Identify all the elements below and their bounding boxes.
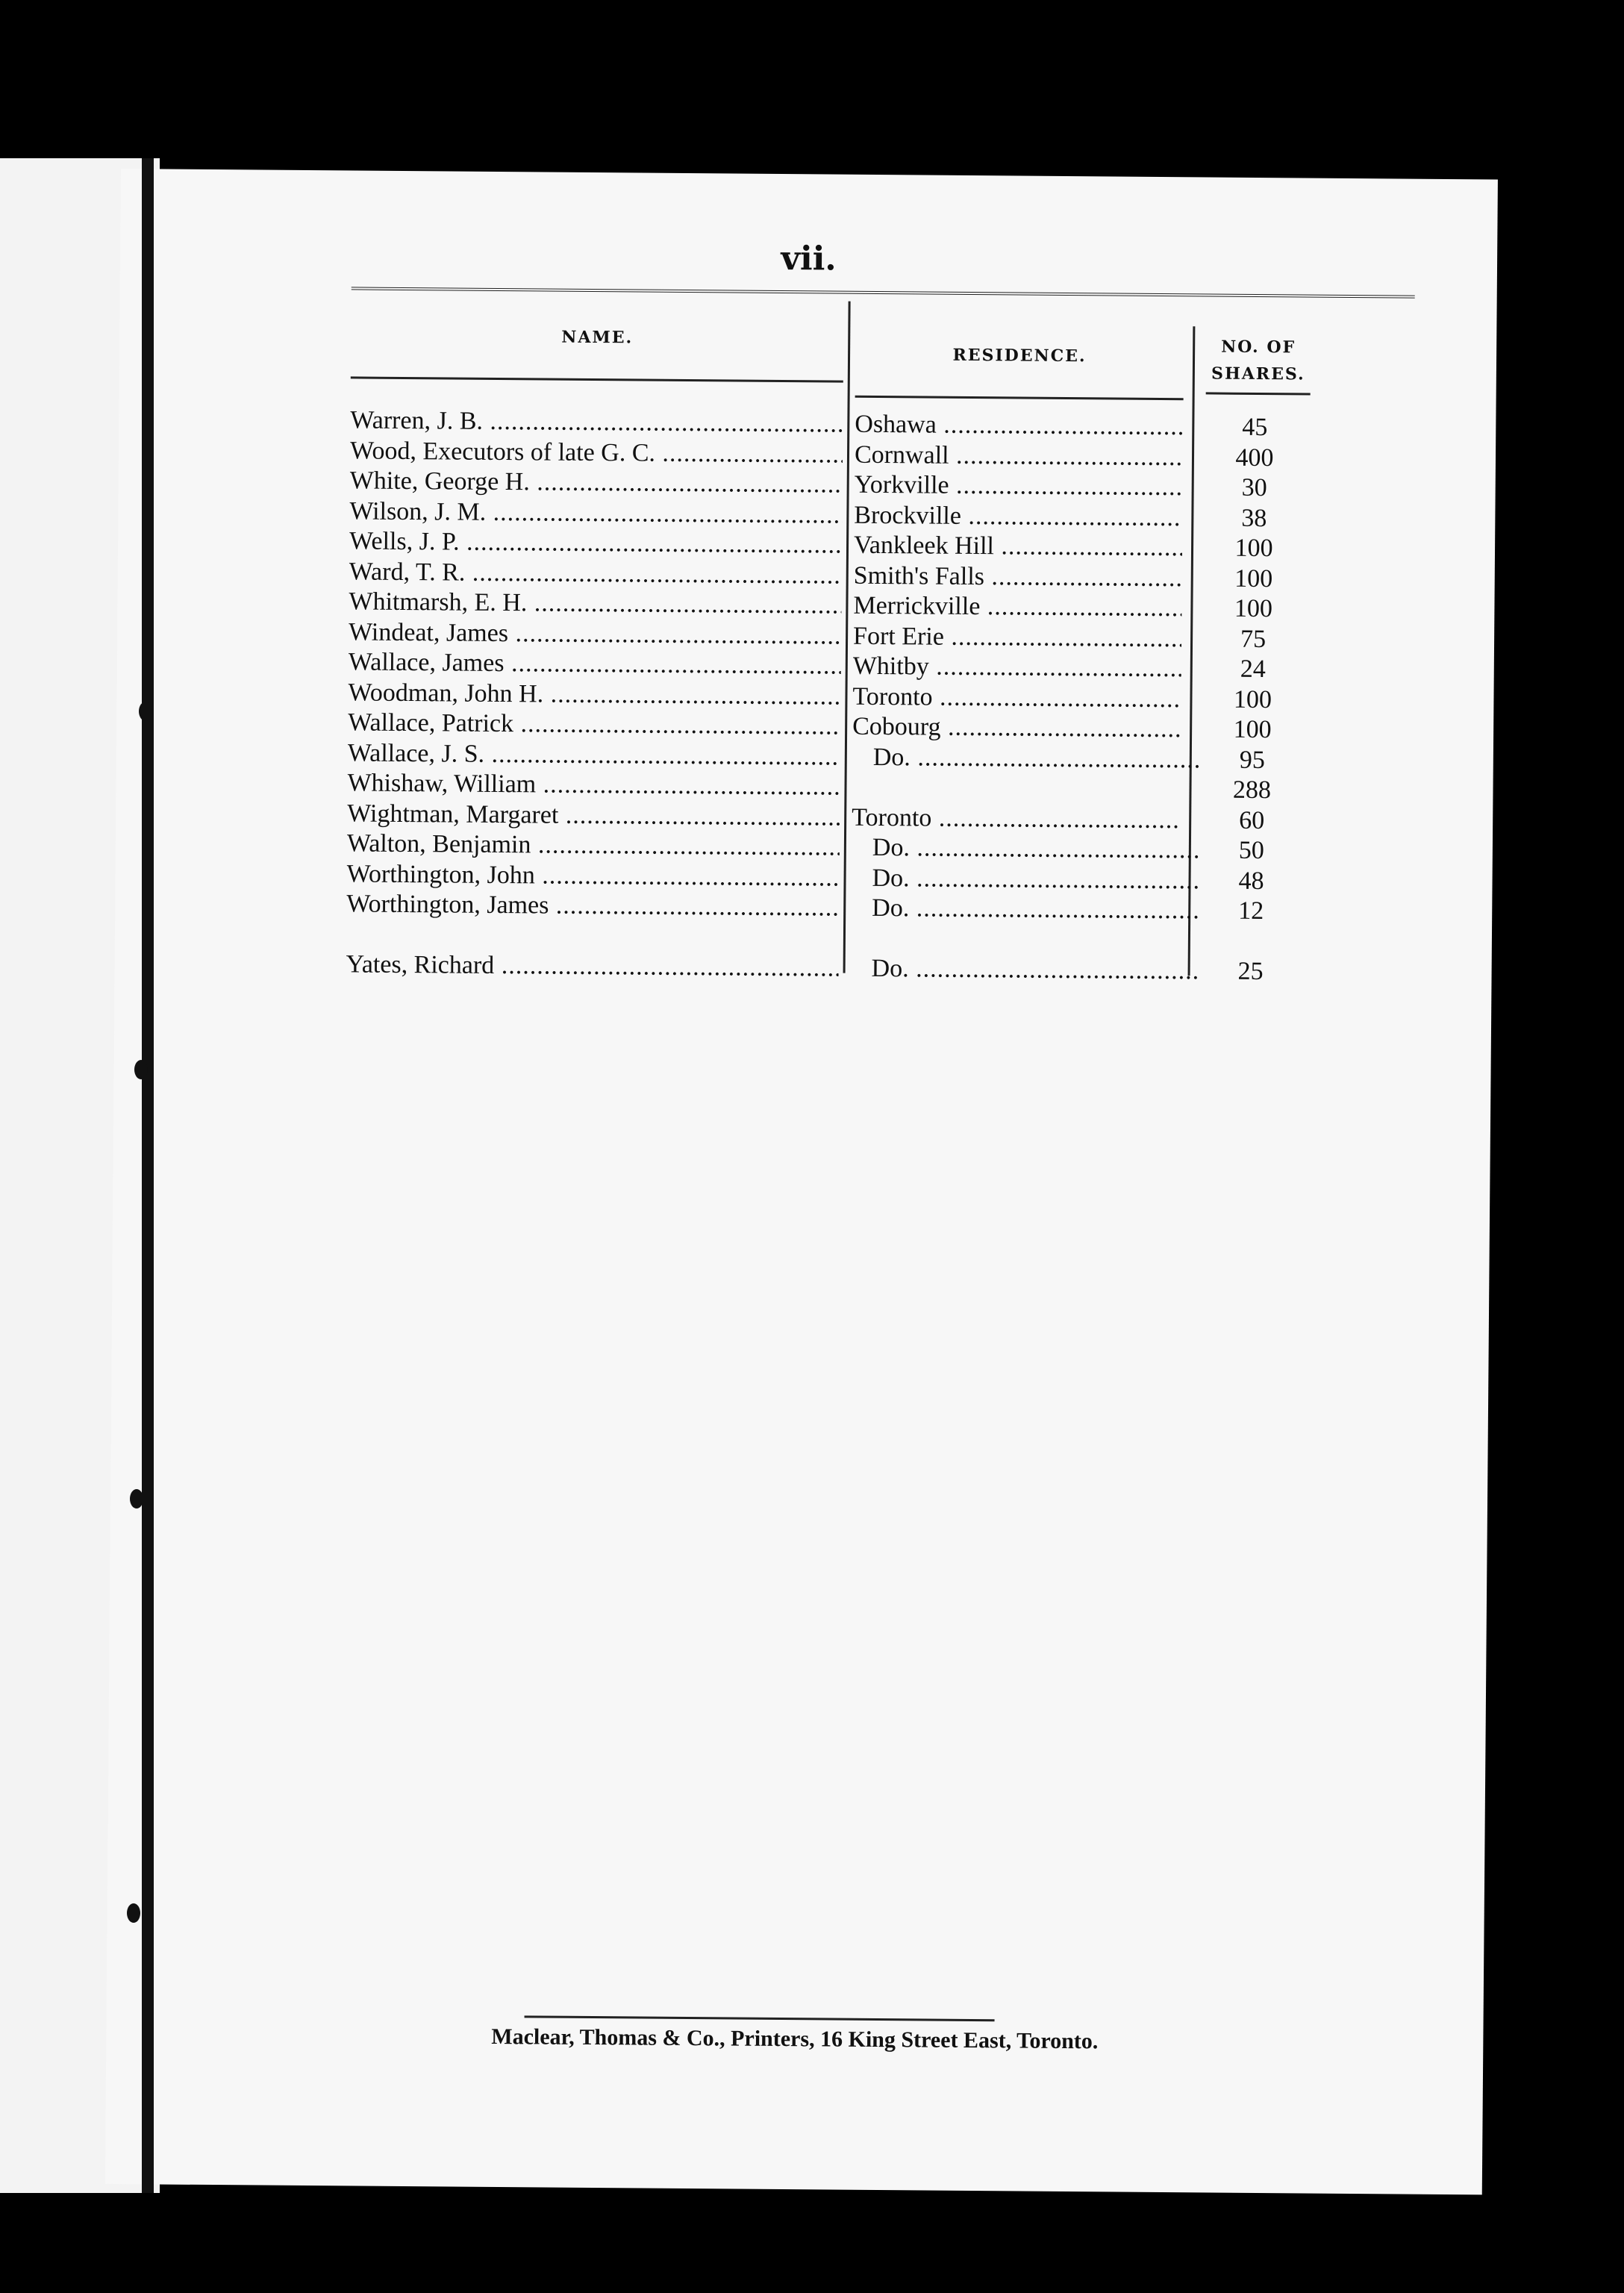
share-count: 100 xyxy=(1234,534,1273,563)
share-count: 400 xyxy=(1235,443,1274,472)
shareholder-residence: Whitby ..... xyxy=(853,652,1181,683)
shareholder-name: Wells, J. P. ..... xyxy=(349,527,842,559)
footer-rule xyxy=(525,2015,995,2021)
share-count: 60 xyxy=(1239,806,1265,834)
printer-imprint: Maclear, Thomas & Co., Printers, 16 King Street East, Toronto. xyxy=(491,2024,1099,2054)
shareholder-name: Worthington, James ..... xyxy=(346,890,839,922)
top-double-rule xyxy=(352,287,1415,298)
shareholder-name: Wallace, Patrick ..... xyxy=(348,708,840,740)
header-shares-2: SHARES. xyxy=(1211,364,1305,384)
shareholder-residence: Do. ..... xyxy=(852,743,1202,774)
shareholder-name: Wood, Executors of late G. C. ..... xyxy=(350,437,843,469)
share-count: 12 xyxy=(1238,896,1264,926)
shareholder-residence: Merrickville ..... xyxy=(853,592,1181,623)
binding-thread xyxy=(139,702,152,721)
header-shares-1: NO. OF xyxy=(1221,337,1296,358)
share-count: 25 xyxy=(1237,957,1264,985)
binding-thread xyxy=(127,1903,140,1923)
shareholder-name: Whitmarsh, E. H. ..... xyxy=(349,587,841,620)
share-count: 100 xyxy=(1233,685,1272,714)
shareholder-name: Wallace, James ..... xyxy=(349,648,841,680)
shareholder-name: Warren, J. B. ..... xyxy=(350,406,843,438)
shareholder-name: Yates, Richard ..... xyxy=(346,950,838,982)
shareholder-residence: Cornwall ..... xyxy=(855,440,1183,471)
shareholder-name: Walton, Benjamin ..... xyxy=(347,829,840,861)
document-page xyxy=(105,169,1498,2194)
shareholder-name: White, George H. ..... xyxy=(350,467,843,499)
share-count: 24 xyxy=(1240,655,1266,684)
shareholder-residence: Toronto ..... xyxy=(852,803,1180,834)
binding-thread xyxy=(130,1489,143,1509)
shareholder-residence: Do. ..... xyxy=(851,864,1200,895)
shareholder-residence: Fort Erie ..... xyxy=(853,622,1181,652)
shareholder-residence: Cobourg ..... xyxy=(852,713,1181,743)
shareholder-residence: Smith's Falls ..... xyxy=(854,561,1182,592)
shareholder-name: Woodman, John H. ..... xyxy=(348,678,840,711)
shareholder-name: Ward, T. R. ..... xyxy=(349,558,842,590)
shareholder-name: Whishaw, William ..... xyxy=(347,769,840,801)
shareholder-name: Worthington, John ..... xyxy=(346,860,839,892)
shareholder-name: Wallace, J. S. ..... xyxy=(348,739,840,771)
share-count: 50 xyxy=(1238,836,1265,865)
header-rule-name xyxy=(351,376,843,382)
share-count: 48 xyxy=(1238,867,1264,895)
shareholder-name: Wilson, J. M. ..... xyxy=(349,497,842,529)
shareholder-residence: Brockville ..... xyxy=(854,501,1182,531)
share-count: 38 xyxy=(1241,504,1267,532)
shareholder-residence: Yorkville ..... xyxy=(855,471,1183,502)
header-residence: RESIDENCE. xyxy=(952,345,1087,366)
binding-thread xyxy=(134,1060,148,1079)
shareholder-residence: Do. ..... xyxy=(852,834,1201,865)
share-count: 45 xyxy=(1242,413,1268,442)
share-count: 75 xyxy=(1240,625,1267,653)
shareholder-residence: Do. ..... xyxy=(850,954,1199,985)
shareholder-table xyxy=(346,297,1411,1052)
shareholder-residence: Do. ..... xyxy=(851,894,1200,926)
share-count: 288 xyxy=(1232,776,1272,805)
shareholder-residence: Oshawa ..... xyxy=(855,411,1183,441)
table-row xyxy=(346,950,1405,988)
header-name: NAME. xyxy=(561,327,634,348)
share-count: 30 xyxy=(1241,473,1267,502)
share-count: 95 xyxy=(1239,746,1265,774)
header-rule-residence xyxy=(855,396,1184,400)
share-count: 100 xyxy=(1234,594,1273,623)
share-count: 100 xyxy=(1234,564,1273,593)
shareholder-name: Windeat, James ..... xyxy=(349,618,841,650)
table-body xyxy=(346,406,1411,985)
binding-spine xyxy=(142,158,154,2193)
share-count: 100 xyxy=(1233,715,1272,744)
page-number: vii. xyxy=(781,239,837,278)
shareholder-residence: Vankleek Hill ..... xyxy=(854,531,1182,562)
shareholder-name: Wightman, Margaret ..... xyxy=(347,799,840,832)
header-rule-shares xyxy=(1206,392,1311,395)
shareholder-residence: Toronto ..... xyxy=(852,682,1181,713)
